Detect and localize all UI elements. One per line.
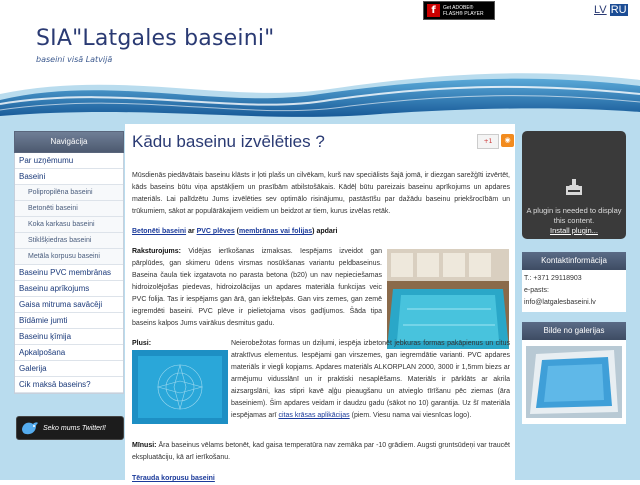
plus-paragraph [231,338,510,422]
plugin-text: A plugin is needed to display this content. [526,206,622,225]
nav-item-aprikojums[interactable]: Baseinu aprīkojums [15,281,123,297]
twitter-follow-button[interactable] [16,416,124,440]
characteristics-paragraph [132,246,382,330]
section-heading-concrete [132,226,510,238]
nav-item-par-uznemumu[interactable]: Par uzņēmumu [15,153,123,169]
characteristics-label: Raksturojums: [132,248,182,255]
site-subtitle: baseini visā Latvijā [36,55,113,64]
language-switcher [594,4,628,16]
page-title: Kādu baseinu izvēlēties ? [132,132,325,151]
nav-item-kimija[interactable]: Baseinu ķīmija [15,329,123,345]
mosaic-pool-photo [132,350,228,424]
install-plugin-link[interactable]: Install plugin... [550,226,598,235]
flash-badge-line1: Get ADOBE® [443,4,474,11]
flash-icon: f [427,4,440,17]
flash-player-badge[interactable] [423,1,495,20]
gallery-pool-photo[interactable] [526,346,622,418]
nav-item-baseini[interactable]: Baseini [15,169,123,185]
indoor-pool-photo [387,249,509,349]
gallery-box [522,340,626,424]
google-plus-button[interactable]: +1 [477,134,499,149]
flash-plugin-placeholder[interactable] [522,131,626,239]
nav-subitem-metala-korpusu[interactable]: Metāla korpusu baseini [15,249,123,265]
right-sidebar [522,131,626,424]
minus-label: Mīnusi: [132,442,157,449]
section-heading-steel [132,473,510,485]
nav-subitem-polipropilena[interactable]: Polipropilēna baseini [15,185,123,201]
nav-item-galerija[interactable]: Galerija [15,361,123,377]
link-membranas[interactable]: membrānas vai folijas [239,228,313,235]
nav-menu [14,153,124,394]
main-content [125,124,515,480]
nav-subitem-betoneti[interactable]: Betonēti baseini [15,201,123,217]
twitter-follow-label: Seko mums Twitterī! [43,424,106,432]
section-heading-and: ar [186,228,197,235]
nav-item-apkalposana[interactable]: Apkalpošana [15,345,123,361]
plugin-message [524,206,624,236]
contact-email[interactable]: info@latgalesbaseini.lv [524,299,596,306]
nav-subitem-stiklskiedras[interactable]: Stiklšķiedras baseini [15,233,123,249]
link-pvc-pleves[interactable]: PVC plēves [196,228,235,235]
plus-text-end: (piem. Viesu nama vai viesnīcas logo). [351,412,472,419]
rss-icon[interactable]: ◉ [501,134,514,147]
nav-heading: Navigācija [14,131,124,153]
plus-label: Plusi: [132,340,152,347]
nav-subitem-koka-karkasu[interactable]: Koka karkasu baseini [15,217,123,233]
plus-text: Neierobežotas formas un dziļumi, iespēja izbetonēt jebkuras formas pakāpienus un citus atraktīvus elementus. Iespējami gan virszemes, gan iegremdātie varianti. PVC apdares materiāls ir viegli kopjams. Apdares materiāls ALKORPLAN 2000, 3000 ir 1,5mm biezs ar armējumu vidusslānī un ir praktiski nesaplēšams. Materiāls ir pārklāts ar akrila aizsargslāni, kas stipri kavē aļģu pieaugšanu un atvieglo tīrīšanu pēc ziemas (āra baseiniem). Šim apdares veidam ir daudzu gadu (sākot no 10) garantija. Uz šī materiāla iespējamas arī [231,340,510,419]
contact-heading: Kontaktinformācija [522,252,626,270]
link-terauda-korpusu[interactable]: Tērauda korpusu baseini [132,475,215,482]
contact-box [522,270,626,312]
site-title[interactable]: SIA"Latgales baseini" [36,26,275,51]
nav-item-cik-maksa[interactable]: Cik maksā baseins? [15,377,123,393]
minus-paragraph [132,440,510,464]
section-heading-paren: ( [234,228,240,235]
characteristics-text: Vidējas ierīkošanas izmaksas. Iespējams izveidot gan pārplūdes, gan skimeru ūdens virsmas nosūkšanas variantu peldbaseinus. Baseina čaula tiek izgatavota no parasta betona (b20) un nav nepieciešamas hidroizolējošas piedevas, hidroizolācijas un apdares materiāla funkcijas veic PVC folija. Tas ir iespējams gan ārā, gan iekštelpās. Gan virs zemes, gan zemē iegremdēti baseini. PVC plēve ir pielietojama visos gadījumos. Šāda tipa baseins kalpos Jums vairākus desmitus gadu. [132,248,382,327]
plugin-download-icon [564,177,584,197]
minus-text: Āra baseinus vēlams betonēt, kad gaisa temperatūra nav zemāka par -10 grādiem. Augsti gruntsūdeņi var traucēt ekspluatāciju, kā arī ierīkošanu. [132,442,510,461]
link-betoneti-baseini[interactable]: Betonēti baseini [132,228,187,235]
flash-badge-line2: FLASH® PLAYER [443,10,484,17]
nav-item-pvc-membranas[interactable]: Baseinu PVC membrānas [15,265,123,281]
lang-lv-link[interactable]: LV [594,4,607,16]
gallery-heading: Bilde no galerijas [522,322,626,340]
left-sidebar [14,131,124,394]
intro-paragraph: Mūsdienās piedāvātais baseinu klāsts ir ļoti plašs un cilvēkam, kurš nav speciālists šajā jomā, ir diezgan sarežģīti izvērtēt, kāds baseins būtu viņa apstākļiem un prasībām atbilstošākais. Kādēļ būtu pareizais baseinu aprīkojums un apdares materiāls. Lai palīdzētu Jums izvēlēties sev optimālo risinājumu, pastāstīšu par dažādu baseinu priekšrocībām un trūkumiem, sākot ar populārākajiem veidiem un beidzot ar tiem, kurus izvēlas retāk. [132,172,510,215]
nav-item-bidamie-jumti[interactable]: Bīdāmie jumti [15,313,123,329]
header-wave-graphic [0,64,640,122]
section-heading-end: ) apdari [312,228,338,235]
link-citas-krasas[interactable]: citas krāsas aplikācijas [278,412,350,419]
contact-email-label: e-pasts: [524,287,549,294]
share-buttons [477,134,514,149]
twitter-bird-icon [17,417,43,439]
lang-ru-link[interactable]: RU [610,4,627,16]
contact-phone: T.: +371 29118903 [524,275,582,282]
header [0,0,640,122]
nav-item-gaisa-mitruma[interactable]: Gaisa mitruma savācēji [15,297,123,313]
